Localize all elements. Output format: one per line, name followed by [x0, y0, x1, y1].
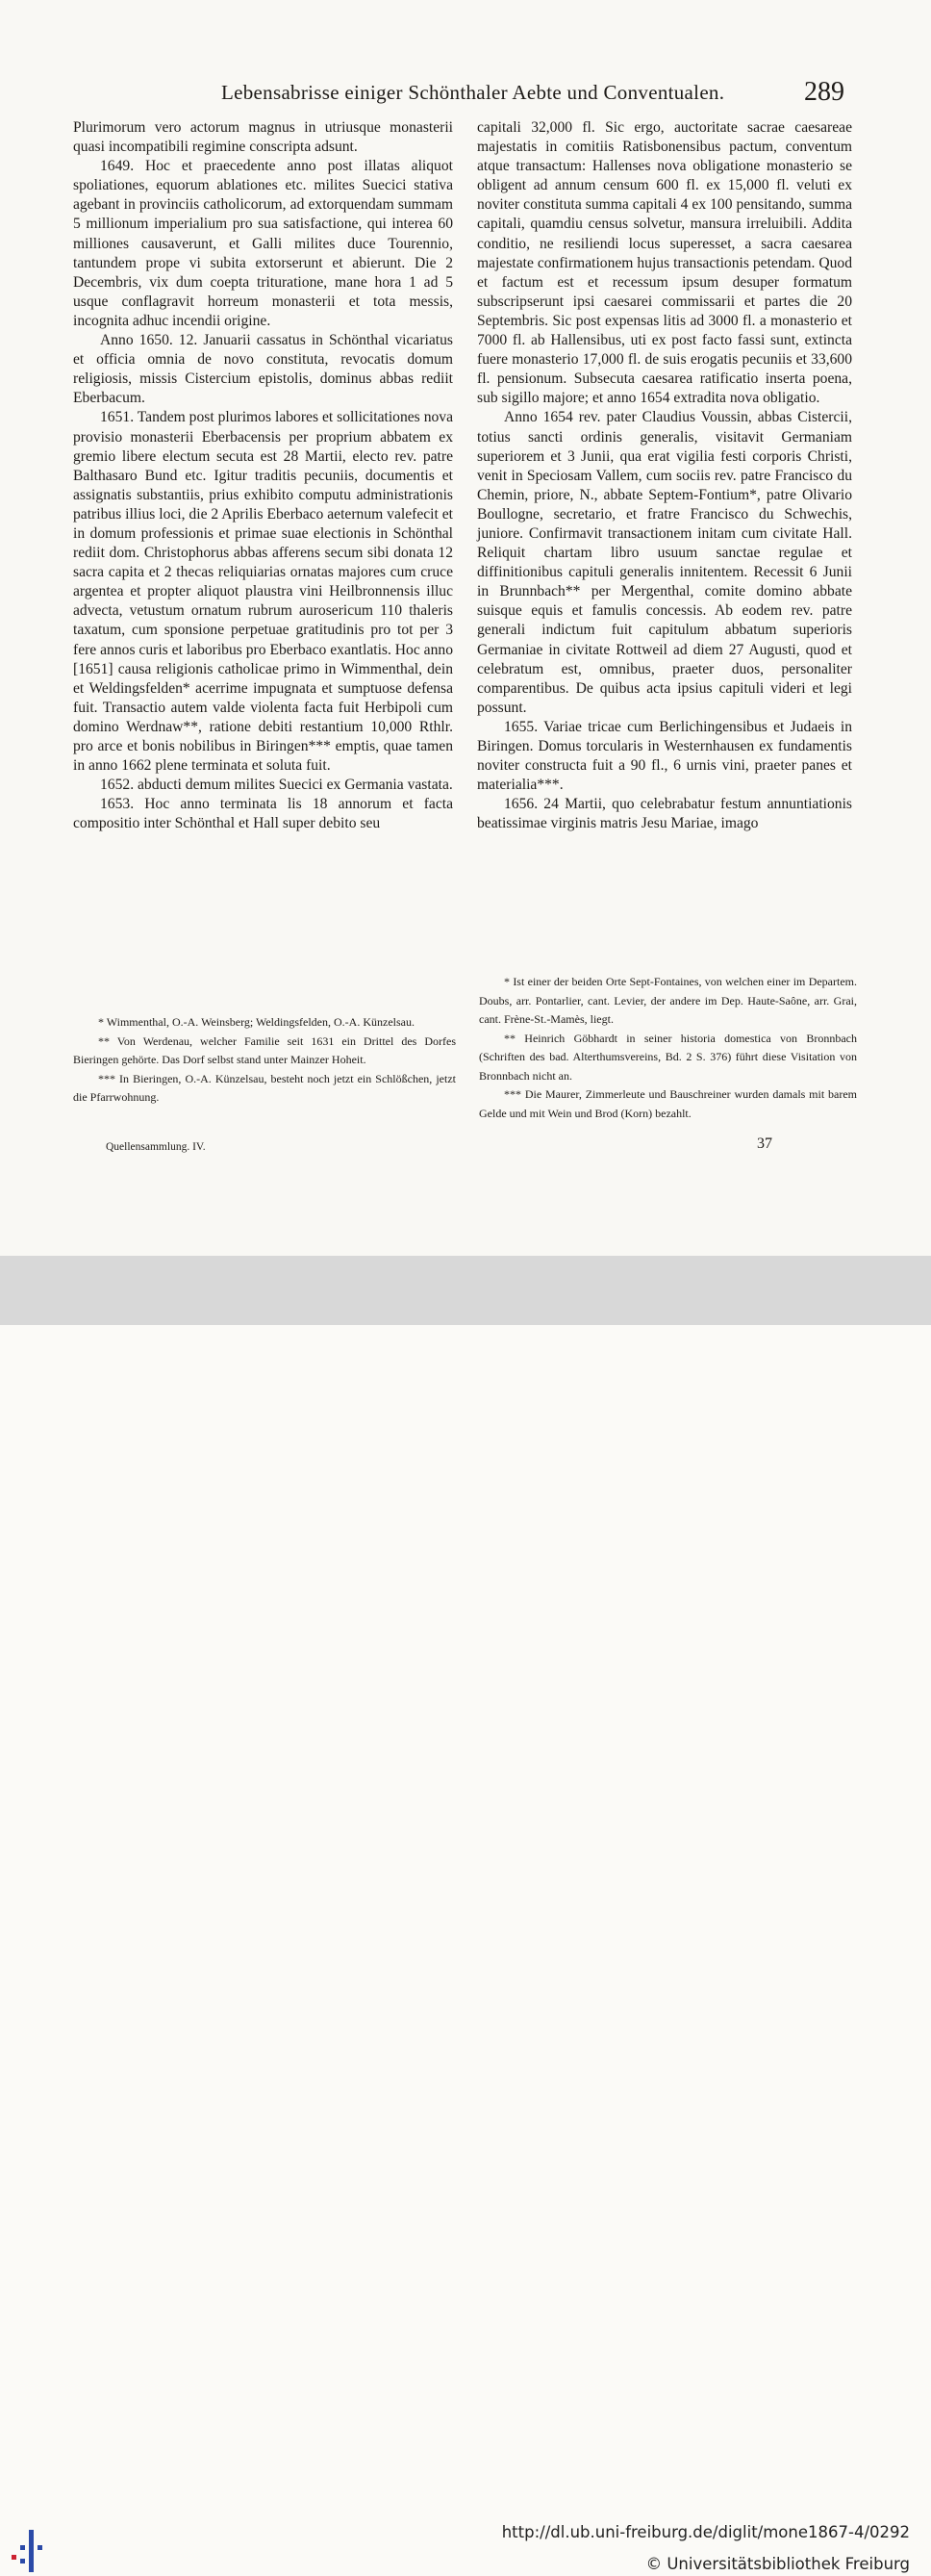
- running-header: Lebensabrisse einiger Schönthaler Aebte und Conventualen.: [221, 81, 725, 104]
- paragraph: 1651. Tandem post plurimos labores et sollicitationes nova provisio monasterii Eberbacensis per proprium abbatem ex gremio libere electum secuta est 28 Martii, electo rev. patre Balthasaro Bund etc. Igitur traditis pecuniis, documentis et assignatis substantiis, prius exhibito computu administrationis patribus illius loci, die 2 Aprilis Eberbaco aeternum valefecit et in domum professionis et primae suae electionis in Schönthal rediit dom. Christophorus abbas afferens secum sibi donata 12 sacra capita et 2 thecas reliquiarias ornatas majores cum cruce argentea et propter aliquot plaustra vini Heilbronnensis illuc advecta, vetustum ornatum rubrum auroserіcum 110 thaleris taxatum, cum sponsione perpetuae gratitudinis pro tot per 3 fere annos curis et laboribus pro Eberbaco exantlatis. Hoc anno [1651] causa religionis catholicae primo in Wimmenthal, dein et Weldingsfelden* acerrime impugnata et sumptuose defensa fuit. Transactio autem valde violenta facta fuit Herbipoli cum domino Werdnaw**, ratione debiti restantium 10,000 Rthlr. pro arce et bonis nobilibus in Biringen*** emptis, quae tamen in anno 1662 plene terminata et soluta fuit.: [73, 409, 453, 775]
- document-page: [0, 0, 931, 1256]
- footnote: * Wimmenthal, O.-A. Weinsberg; Weldingsfelden, O.-A. Künzelsau.: [98, 1015, 415, 1029]
- sheet-number: 37: [757, 1135, 772, 1152]
- paragraph: Plurimorum vero actorum magnus in utriusque monasterii quasi incompatibili regimine conscripta adsunt.: [73, 119, 453, 156]
- paragraph: Anno 1654 rev. pater Claudius Voussin, abbas Cistercii, totius sancti ordinis generalis, visitavit Germaniam superiorem et 3 Junii, qua erat vigilia festi corporis Christi, venit in Speciosam Vallem, cum sociis rev. patre Francisco du Chemin, priore, N., abbate Septem-Fontium*, patre Olivario Boullogne, secretario, et fratre Francisco du Schwechis, juniore. Confirmavit transactionem initam cum civitate Hall. Reliquit chartam libro usuum sanctae regulae et diffinitionibus capituli generalis innitentem. Recessit 6 Junii in Brunnbach** per Mergenthal, comite domino abbate suisque equis et famulis concessis. Ab eodem rev. patre generali indictum fuit capitulum abbatum superioris Germaniae in civitate Rottweil ad diem 27 Augusti, quod et celebratum est, omnibus, praeter duos, personaliter comparentibus. De quibus acta ipsius capituli videri et legi possunt.: [477, 409, 852, 716]
- paragraph: 1655. Variae tricae cum Berlichingensibus et Judaeis in Biringen. Domus torcularis in Westernhausen ex fundamentis noviter constructa fuit a 90 fl., 6 urnis vini, praeter panes et materialia***.: [477, 718, 852, 794]
- left-text-column: [73, 118, 453, 833]
- right-footnotes: [479, 973, 857, 1123]
- permalink-url[interactable]: http://dl.ub.uni-freiburg.de/diglit/mone1867-4/0292: [501, 2523, 910, 2541]
- page-number: 289: [804, 77, 844, 107]
- footnote: *** In Bieringen, O.-A. Künzelsau, besteht noch jetzt ein Schlößchen, jetzt die Pfarrwohnung.: [73, 1071, 456, 1104]
- right-text-column: [477, 118, 852, 833]
- paragraph: 1652. abducti demum milites Suecici ex Germania vastata.: [100, 777, 453, 794]
- viewer-footer: [0, 1256, 931, 2573]
- footnote: * Ist einer der beiden Orte Sept-Fontaines, von welchen einer im Departem. Doubs, arr. Pontarlier, cant. Levier, der andere im Dep. Haute-Saône, arr. Grai, cant. Frène-St.-Mamès, liegt.: [479, 975, 857, 1026]
- paragraph: 1656. 24 Martii, quo celebrabatur festum annuntiationis beatissimae virginis matris Jesu Mariae, imago: [477, 796, 852, 832]
- left-footnotes: [73, 1013, 456, 1108]
- printer-signature: Quellensammlung. IV.: [106, 1141, 206, 1153]
- paragraph: capitali 32,000 fl. Sic ergo, auctoritate sacrae caesareae majestatis in comitiis Ratisbonensibus pactum, conventum atque transactum: Hallenses nova obligatione monasterio se obligent ad annum censum 600 fl. ex 15,000 fl. veluti ex noviter constituta summa capitali 4 ex 100 pensitando, summa capitali, quamdiu census solvetur, mansura irreluibili. Addita conditio, ne resiliendi locus superesset, a sacra caesarea majestate confirmationem hujus transactionis petendam. Quod et factum est et recessum ipsum desuper formatum subscripserunt ipsi caesarei commissarii et partes die 20 Septembris. Sic post expensas litis ad 3000 fl. a monasterio et 7000 fl. ab Hallensibus, uti ex post facto fassi sunt, extincta fuere monasterio 17,000 fl. de suis erogatis pecuniis et 33,600 fl. pensionum. Subsecuta caesarea ratificatio inserta poena, sub sigillo majore; et anno 1654 extradita nova obligatio.: [477, 119, 852, 407]
- library-logo-icon: [10, 2526, 48, 2576]
- copyright-notice: © Universitätsbibliothek Freiburg: [645, 2555, 910, 2573]
- paragraph: 1653. Hoc anno terminata lis 18 annorum et facta compositio inter Schönthal et Hall super debito seu: [73, 796, 453, 832]
- footnote: ** Von Werdenau, welcher Familie seit 1631 ein Drittel des Dorfes Bieringen gehörte. Das Dorf selbst stand unter Mainzer Hoheit.: [73, 1033, 456, 1066]
- paragraph: Anno 1650. 12. Januarii cassatus in Schönthal vicariatus et officia omnia de novo constituta, revocatis domum religiosis, missis Cistercium epistolis, dominus abbas rediit Eberbacum.: [73, 332, 453, 407]
- footnote: ** Heinrich Göbhardt in seiner historia domestica von Bronnbach (Schriften des bad. Alterthumsvereins, Bd. 2 S. 376) führt diese Visitation von Bronnbach nicht an.: [479, 1031, 857, 1083]
- footnote: *** Die Maurer, Zimmerleute und Bauschreiner wurden damals mit barem Gelde und mit Wein und Brod (Korn) bezahlt.: [479, 1087, 857, 1120]
- paragraph: 1649. Hoc et praecedente anno post illatas aliquot spoliationes, equorum ablationes etc. milites Suecici stativa agebant in provinciis catholicorum, ad extorquendam summam 5 millionum imperialium pro sua satisfactione, qui interea 60 milliones causaverunt, et Galli milites duce Tourennio, tantundem prope vi subita extorserunt et abierunt. Die 2 Decembris, vix dum coepta trituratione, mane hora 1 ad 5 usque conflagravit horreum monasterii et tota messis, incognita adhuc incendii origine.: [73, 158, 453, 329]
